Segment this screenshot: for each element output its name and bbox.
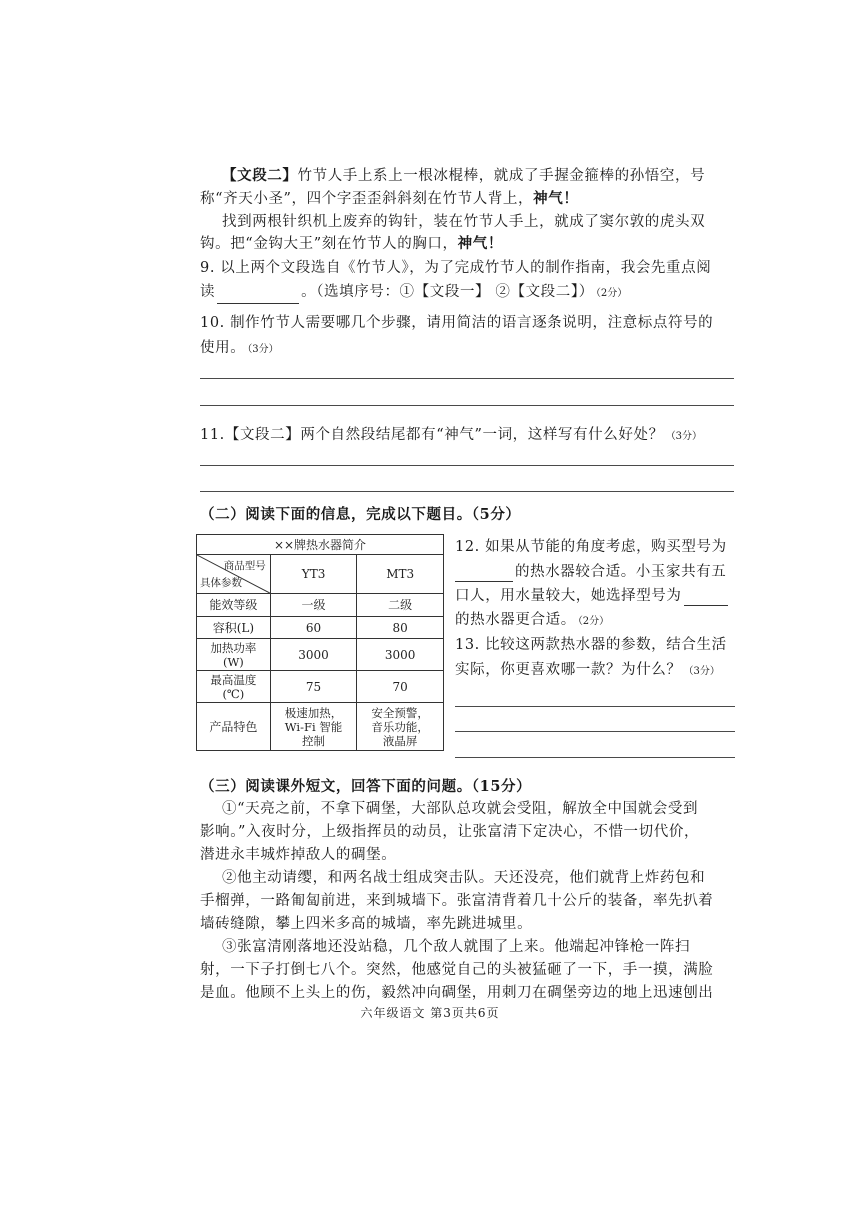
- section3-heading: （三）阅读课外短文，回答下面的问题。（15分）: [200, 778, 532, 795]
- section3-p3-line2: 射，一下子打倒七八个。突然，他感觉自己的头被猛砸了一下，手一摸，满脸: [200, 962, 714, 978]
- q9-points: （2分）: [595, 288, 628, 299]
- passage2-line1: [222, 166, 705, 186]
- cell-yt3-power: 3000: [270, 639, 357, 671]
- passage2-line4: [200, 234, 503, 254]
- col-model-mt3: MT3: [357, 555, 444, 594]
- yt3-feature-3: 控制: [302, 733, 326, 748]
- passage2-line4-text: 钩。把“金钩大王”刻在竹节人的胸口，: [200, 236, 458, 252]
- q13-line1: 13. 比较这两款热水器的参数，结合生活: [455, 637, 727, 653]
- q12-line2: [455, 562, 726, 582]
- yt3-feature-2: Wi-Fi 智能: [284, 719, 343, 734]
- cell-mt3-features: [357, 703, 444, 751]
- section3-p1-line3: 潜进永丰城炸掉敌人的碉堡。: [200, 847, 397, 863]
- header-param-label: 具体参数: [200, 577, 242, 589]
- water-heater-spec-table: [196, 534, 444, 751]
- q9-answer-blank[interactable]: [217, 288, 299, 304]
- q12-line1: 12. 如果从节能的角度考虑，购买型号为: [455, 539, 727, 555]
- q10-answer-line-1[interactable]: [200, 378, 734, 379]
- row-label-temp-b: (℃): [222, 686, 245, 701]
- q11-text: 11.【文段二】两个自然段结尾都有“神气”一词，这样写有什么好处？: [200, 427, 664, 443]
- q10-line1: 10. 制作竹节人需要哪几个步骤，请用简洁的语言逐条说明，注意标点符号的: [200, 315, 714, 331]
- row-label-power-a: 加热功率: [210, 640, 257, 655]
- mt3-feature-1: 安全预警，: [371, 705, 429, 720]
- section3-p2-line1: ②他主动请缨，和两名战士组成突击队。天还没亮，他们就背上炸药包和: [222, 870, 706, 886]
- q11-line1: [200, 425, 702, 447]
- q10-line2: [200, 338, 279, 360]
- q10-answer-line-2[interactable]: [200, 405, 734, 406]
- cell-mt3-efficiency: 二级: [357, 594, 444, 617]
- row-label-efficiency: 能效等级: [197, 594, 271, 617]
- q9-line2: [200, 282, 627, 304]
- q11-answer-line-2[interactable]: [200, 491, 734, 492]
- mt3-feature-3: 液晶屏: [382, 733, 418, 748]
- passage2-line2: [200, 189, 578, 209]
- q13-line2: [455, 660, 720, 682]
- q12-line4-text: 的热水器更合适。: [455, 612, 576, 628]
- passage2-line2-text: 称“齐天小圣”，四个字歪歪斜斜刻在竹节人背上，: [200, 191, 534, 207]
- passage2-line1-text: 竹节人手上系上一根冰棍棒，就成了手握金箍棒的孙悟空，号: [297, 168, 706, 184]
- row-label-volume: 容积(L): [197, 617, 271, 639]
- col-model-yt3: YT3: [270, 555, 357, 594]
- q12-answer-blank-2[interactable]: [684, 590, 728, 606]
- q13-line2-text: 实际，你更喜欢哪一款？为什么？: [455, 662, 682, 678]
- section3-p2-line3: 墙砖缝隙，攀上四米多高的城墙，率先跳进城里。: [200, 916, 533, 932]
- q12-line4: [455, 610, 609, 632]
- section2-heading: （二）阅读下面的信息，完成以下题目。（5分）: [200, 506, 521, 523]
- q12-line2-text: 的热水器较合适。小玉家共有五: [515, 564, 727, 580]
- q12-answer-blank-1[interactable]: [455, 566, 513, 582]
- q9-line1: 9. 以上两个文段选自《竹节人》，为了完成竹节人的制作指南，我会先重点阅: [200, 260, 712, 276]
- table-caption: ××牌热水器简介: [197, 535, 444, 555]
- section3-p1-line2: 影响。”入夜时分，上级指挥员的动员，让张富清下定决心，不惜一切代价，: [200, 824, 700, 840]
- row-label-power-b: (W): [222, 654, 244, 669]
- header-model-label: 商品型号: [223, 560, 266, 572]
- cell-mt3-power: 3000: [357, 639, 444, 671]
- section3-p3-line3: 是血。他顾不上头上的伤，毅然冲向碉堡，用刺刀在碉堡旁边的地上迅速刨出: [200, 985, 714, 1001]
- cell-yt3-temperature: 75: [270, 671, 357, 703]
- passage2-line4-bold: 神气！: [457, 235, 503, 252]
- row-label-temperature: [197, 671, 271, 703]
- yt3-feature-1: 极速加热，: [284, 705, 343, 720]
- row-label-power: [197, 639, 271, 671]
- q13-answer-line-2[interactable]: [455, 731, 735, 732]
- mt3-feature-2: 音乐功能，: [371, 719, 429, 734]
- passage2-line2-bold: 神气！: [533, 190, 579, 207]
- cell-mt3-volume: 80: [357, 617, 444, 639]
- q13-answer-line-1[interactable]: [455, 706, 735, 707]
- q9-line2-post: 。（选填序号：①【文段一】 ②【文段二】）: [301, 284, 594, 300]
- q10-line2-text: 使用。: [200, 340, 246, 356]
- q13-points: （3分）: [683, 666, 720, 677]
- row-label-temp-a: 最高温度: [210, 672, 257, 687]
- section3-p2-line2: 手榴弹，一路匍匐前进，来到城墙下。张富清背着几十公斤的装备，率先扒着: [200, 893, 714, 909]
- q11-answer-line-1[interactable]: [200, 465, 734, 466]
- section3-p1-line1: ①“天亮之前，不拿下碉堡，大部队总攻就会受阻，解放全中国就会受到: [222, 801, 699, 817]
- cell-mt3-temperature: 70: [357, 671, 444, 703]
- q9-line2-pre: 读: [200, 284, 216, 300]
- q12-line3: [455, 586, 730, 606]
- q10-points: （3分）: [247, 344, 279, 355]
- table-header-corner: [197, 555, 271, 594]
- page-footer: 六年级语文 第3页共6页: [360, 1006, 500, 1020]
- passage2-line3: 找到两根针织机上废弃的钩针，装在竹节人手上，就成了窦尔敦的虎头双: [222, 214, 706, 230]
- q12-points: （2分）: [577, 616, 610, 627]
- section3-p3-line1: ③张富清刚落地还没站稳，几个敌人就围了上来。他端起冲锋枪一阵扫: [222, 939, 691, 955]
- cell-yt3-efficiency: 一级: [270, 594, 357, 617]
- q12-line3-text: 口人，用水量较大，她选择型号为: [455, 588, 682, 604]
- cell-yt3-volume: 60: [270, 617, 357, 639]
- row-label-features: 产品特色: [197, 703, 271, 751]
- q11-points: （3分）: [665, 431, 703, 442]
- passage2-tag: 【文段二】: [222, 167, 298, 184]
- q13-answer-line-3[interactable]: [455, 757, 735, 758]
- cell-yt3-features: [270, 703, 357, 751]
